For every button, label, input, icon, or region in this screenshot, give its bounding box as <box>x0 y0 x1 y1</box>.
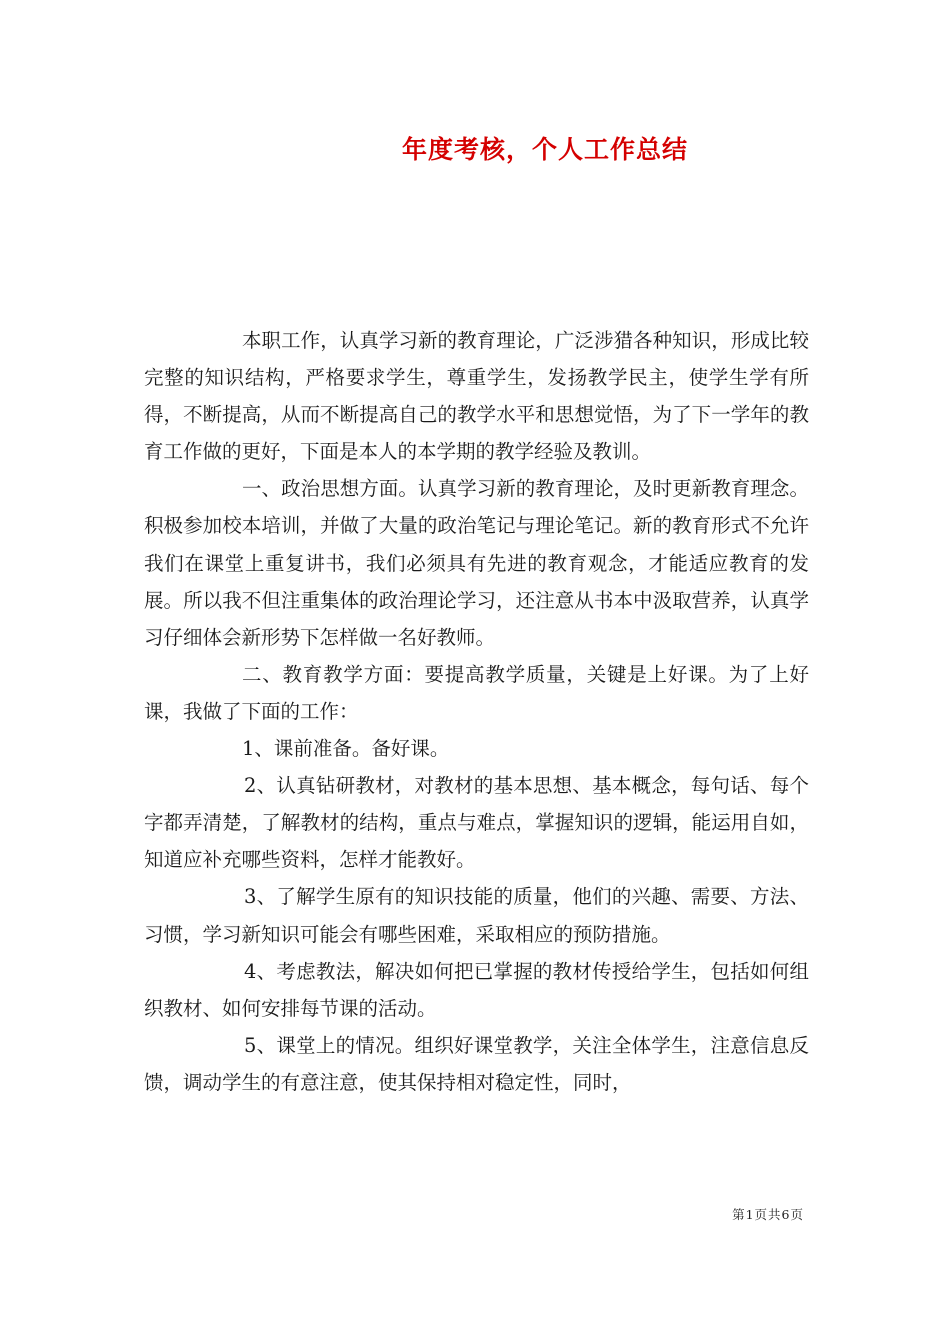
document-body <box>144 322 809 1101</box>
paragraph-item-2: 2、认真钻研教材，对教材的基本思想、基本概念，每句话、每个字都弄清楚，了解教材的结构，重点与难点，掌握知识的逻辑，能运用自如，知道应补充哪些资料，怎样才能教好。 <box>144 774 809 872</box>
paragraph-teaching: 二、教育教学方面：要提高教学质量，关键是上好课。为了上好课，我做了下面的工作： <box>144 662 809 723</box>
paragraph-item-5: 5、课堂上的情况。组织好课堂教学，关注全体学生，注意信息反馈，调动学生的有意注意，使其保持相对稳定性，同时， <box>144 1033 809 1094</box>
paragraph-item-3: 3、了解学生原有的知识技能的质量，他们的兴趣、需要、方法、习惯，学习新知识可能会有哪些困难，采取相应的预防措施。 <box>144 885 809 946</box>
paragraph-item-4: 4、考虑教法，解决如何把已掌握的教材传授给学生，包括如何组织教材、如何安排每节课的活动。 <box>144 959 809 1020</box>
paragraph-intro: 本职工作，认真学习新的教育理论，广泛涉猎各种知识，形成比较完整的知识结构，严格要求学生，尊重学生，发扬教学民主，使学生学有所得，不断提高，从而不断提高自己的教学水平和思想觉悟，为了下一学年的教育工作做的更好，下面是本人的本学期的教学经验及教训。 <box>144 329 809 464</box>
page-number: 第1页共6页 <box>732 1207 804 1222</box>
page-title: 年度考核，个人工作总结 <box>401 135 688 164</box>
paragraph-item-1: 1、课前准备。备好课。 <box>242 737 450 761</box>
paragraph-political: 一、政治思想方面。认真学习新的教育理论，及时更新教育理念。积极参加校本培训，并做了大量的政治笔记与理论笔记。新的教育形式不允许我们在课堂上重复讲书，我们必须具有先进的教育观念，才能适应教育的发展。所以我不但注重集体的政治理论学习，还注意从书本中汲取营养，认真学习仔细体会新形势下怎样做一名好教师。 <box>144 477 809 649</box>
